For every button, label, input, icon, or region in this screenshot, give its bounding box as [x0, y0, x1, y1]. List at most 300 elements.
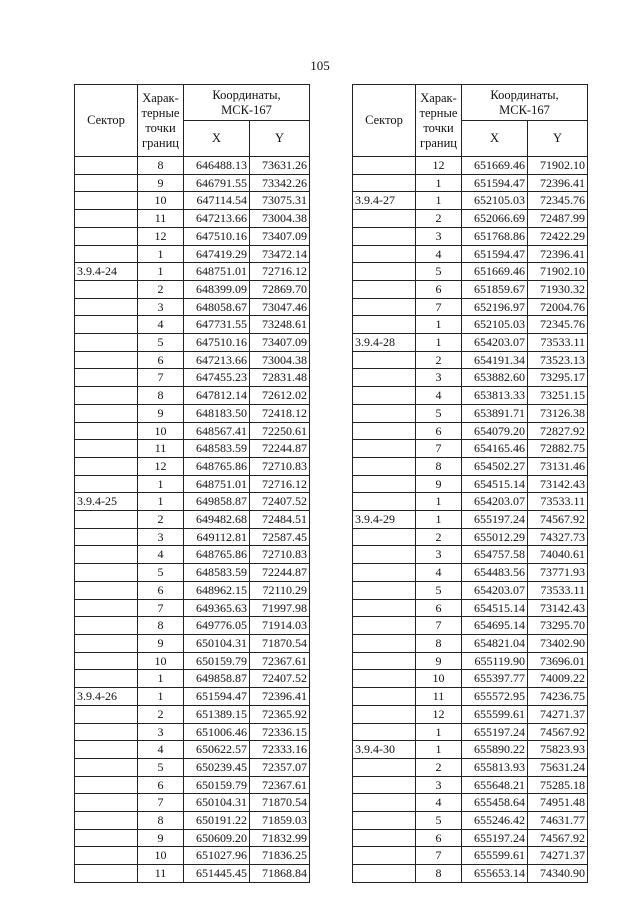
table-row	[353, 670, 588, 688]
x-cell: 651445.45	[184, 865, 250, 883]
table-row	[75, 847, 310, 865]
table-row	[353, 599, 588, 617]
table-row	[353, 334, 588, 352]
y-cell: 72612.02	[250, 387, 310, 405]
point-cell: 7	[138, 794, 184, 812]
y-cell: 72367.61	[250, 776, 310, 794]
y-cell: 73004.38	[250, 210, 310, 228]
sector-cell	[75, 192, 138, 210]
x-cell: 651389.15	[184, 705, 250, 723]
y-cell: 73295.17	[528, 369, 588, 387]
x-cell: 655813.93	[462, 758, 528, 776]
sector-cell	[353, 812, 416, 830]
y-cell: 73472.14	[250, 245, 310, 263]
point-cell: 4	[416, 245, 462, 263]
table-row	[353, 245, 588, 263]
y-cell: 74271.37	[528, 705, 588, 723]
table-row	[353, 457, 588, 475]
y-cell: 72716.12	[250, 475, 310, 493]
table-row	[75, 351, 310, 369]
sector-cell	[75, 865, 138, 883]
y-cell: 72357.07	[250, 758, 310, 776]
sector-cell	[353, 776, 416, 794]
x-cell: 655599.61	[462, 705, 528, 723]
sector-cell	[353, 422, 416, 440]
sector-cell	[75, 794, 138, 812]
point-cell: 10	[416, 670, 462, 688]
point-cell: 11	[416, 688, 462, 706]
header-x: X	[462, 121, 528, 157]
y-cell: 73142.43	[528, 475, 588, 493]
point-cell: 4	[416, 387, 462, 405]
sector-cell	[75, 741, 138, 759]
y-cell: 75285.18	[528, 776, 588, 794]
sector-cell	[75, 599, 138, 617]
point-cell: 6	[138, 776, 184, 794]
x-cell: 655012.29	[462, 528, 528, 546]
x-cell: 647510.16	[184, 227, 250, 245]
y-cell: 74040.61	[528, 546, 588, 564]
table-row	[75, 581, 310, 599]
point-cell: 9	[416, 652, 462, 670]
sector-cell	[353, 245, 416, 263]
x-cell: 646488.13	[184, 157, 250, 175]
y-cell: 72716.12	[250, 263, 310, 281]
point-cell: 5	[138, 758, 184, 776]
x-cell: 650239.45	[184, 758, 250, 776]
table-row	[75, 334, 310, 352]
table-row	[75, 634, 310, 652]
point-cell: 12	[138, 227, 184, 245]
point-cell: 5	[416, 812, 462, 830]
sector-cell	[75, 210, 138, 228]
y-cell: 73771.93	[528, 564, 588, 582]
header-coordinates: Координаты, МСК-167	[184, 85, 310, 121]
table-row	[75, 794, 310, 812]
y-cell: 73075.31	[250, 192, 310, 210]
x-cell: 650104.31	[184, 794, 250, 812]
point-cell: 1	[416, 723, 462, 741]
table-row	[75, 440, 310, 458]
table-row	[75, 758, 310, 776]
y-cell: 72407.52	[250, 670, 310, 688]
x-cell: 652196.97	[462, 298, 528, 316]
table-row	[75, 280, 310, 298]
sector-cell	[353, 865, 416, 883]
x-cell: 655197.24	[462, 829, 528, 847]
table-row	[353, 652, 588, 670]
y-cell: 72004.76	[528, 298, 588, 316]
sector-cell	[353, 688, 416, 706]
x-cell: 649365.63	[184, 599, 250, 617]
x-cell: 655890.22	[462, 741, 528, 759]
sector-cell	[75, 634, 138, 652]
y-cell: 73523.13	[528, 351, 588, 369]
table-row	[353, 351, 588, 369]
table-row	[353, 227, 588, 245]
point-cell: 2	[416, 758, 462, 776]
point-cell: 1	[416, 741, 462, 759]
point-cell: 1	[138, 245, 184, 263]
x-cell: 654191.34	[462, 351, 528, 369]
point-cell: 5	[138, 564, 184, 582]
sector-cell	[75, 457, 138, 475]
point-cell: 7	[138, 599, 184, 617]
x-cell: 648399.09	[184, 280, 250, 298]
point-cell: 4	[416, 564, 462, 582]
table-row	[75, 387, 310, 405]
y-cell: 74327.73	[528, 528, 588, 546]
y-cell: 74340.90	[528, 865, 588, 883]
point-cell: 2	[416, 210, 462, 228]
table-row	[75, 369, 310, 387]
x-cell: 650159.79	[184, 652, 250, 670]
y-cell: 72869.70	[250, 280, 310, 298]
sector-cell	[353, 298, 416, 316]
y-cell: 72710.83	[250, 457, 310, 475]
point-cell: 9	[416, 475, 462, 493]
y-cell: 72418.12	[250, 404, 310, 422]
table-row	[75, 457, 310, 475]
x-cell: 654515.14	[462, 475, 528, 493]
sector-cell	[353, 670, 416, 688]
y-cell: 75823.93	[528, 741, 588, 759]
y-cell: 71930.32	[528, 280, 588, 298]
point-cell: 5	[416, 404, 462, 422]
table-row	[75, 564, 310, 582]
y-cell: 74567.92	[528, 511, 588, 529]
sector-cell	[75, 298, 138, 316]
table-row	[353, 280, 588, 298]
sector-cell	[353, 351, 416, 369]
y-cell: 72484.51	[250, 511, 310, 529]
x-cell: 655653.14	[462, 865, 528, 883]
table-row	[353, 369, 588, 387]
y-cell: 73142.43	[528, 599, 588, 617]
y-cell: 72345.76	[528, 316, 588, 334]
x-cell: 654203.07	[462, 493, 528, 511]
y-cell: 72831.48	[250, 369, 310, 387]
x-cell: 655197.24	[462, 511, 528, 529]
table-row	[353, 865, 588, 883]
point-cell: 1	[416, 493, 462, 511]
point-cell: 11	[138, 865, 184, 883]
y-cell: 73342.26	[250, 174, 310, 192]
point-cell: 3	[416, 369, 462, 387]
y-cell: 72396.41	[250, 688, 310, 706]
point-cell: 1	[138, 493, 184, 511]
sector-cell	[353, 829, 416, 847]
y-cell: 72407.52	[250, 493, 310, 511]
y-cell: 74009.22	[528, 670, 588, 688]
x-cell: 655197.24	[462, 723, 528, 741]
table-row	[353, 581, 588, 599]
sector-cell	[353, 528, 416, 546]
x-cell: 655246.42	[462, 812, 528, 830]
x-cell: 648183.50	[184, 404, 250, 422]
table-row	[75, 422, 310, 440]
sector-cell	[75, 581, 138, 599]
x-cell: 655599.61	[462, 847, 528, 865]
point-cell: 10	[138, 192, 184, 210]
sector-cell	[75, 404, 138, 422]
table-row	[75, 263, 310, 281]
y-cell: 73248.61	[250, 316, 310, 334]
sector-cell	[353, 263, 416, 281]
sector-cell	[75, 227, 138, 245]
y-cell: 73004.38	[250, 351, 310, 369]
point-cell: 8	[138, 812, 184, 830]
x-cell: 650191.22	[184, 812, 250, 830]
y-cell: 73533.11	[528, 581, 588, 599]
table-row	[353, 422, 588, 440]
y-cell: 72367.61	[250, 652, 310, 670]
point-cell: 1	[416, 511, 462, 529]
y-cell: 71832.99	[250, 829, 310, 847]
point-cell: 7	[138, 369, 184, 387]
x-cell: 649858.87	[184, 670, 250, 688]
header-sector: Сектор	[353, 85, 416, 157]
y-cell: 73631.26	[250, 157, 310, 175]
sector-cell	[75, 511, 138, 529]
point-cell: 12	[416, 157, 462, 175]
sector-cell	[353, 634, 416, 652]
y-cell: 72587.45	[250, 528, 310, 546]
x-cell: 647731.55	[184, 316, 250, 334]
point-cell: 8	[416, 865, 462, 883]
table-row	[353, 404, 588, 422]
point-cell: 11	[138, 440, 184, 458]
x-cell: 654203.07	[462, 334, 528, 352]
sector-cell	[75, 758, 138, 776]
sector-cell	[75, 351, 138, 369]
y-cell: 71914.03	[250, 617, 310, 635]
point-cell: 2	[138, 280, 184, 298]
x-cell: 648567.41	[184, 422, 250, 440]
sector-cell	[75, 174, 138, 192]
y-cell: 73402.90	[528, 634, 588, 652]
y-cell: 74567.92	[528, 723, 588, 741]
header-coordinates: Координаты, МСК-167	[462, 85, 588, 121]
sector-cell	[353, 369, 416, 387]
point-cell: 6	[416, 422, 462, 440]
sector-cell	[353, 847, 416, 865]
y-cell: 71902.10	[528, 263, 588, 281]
table-row	[75, 245, 310, 263]
y-cell: 72396.41	[528, 245, 588, 263]
coordinates-table-right	[352, 84, 588, 883]
x-cell: 654515.14	[462, 599, 528, 617]
x-cell: 650609.20	[184, 829, 250, 847]
sector-cell	[353, 457, 416, 475]
header-y: Y	[528, 121, 588, 157]
point-cell: 3	[138, 723, 184, 741]
x-cell: 647812.14	[184, 387, 250, 405]
sector-cell: 3.9.4-26	[75, 688, 138, 706]
table-row	[353, 210, 588, 228]
point-cell: 6	[138, 581, 184, 599]
point-cell: 9	[138, 634, 184, 652]
point-cell: 3	[416, 227, 462, 245]
sector-cell: 3.9.4-25	[75, 493, 138, 511]
x-cell: 653891.71	[462, 404, 528, 422]
table-row	[75, 829, 310, 847]
table-row	[75, 599, 310, 617]
y-cell: 71870.54	[250, 634, 310, 652]
y-cell: 71997.98	[250, 599, 310, 617]
y-cell: 74631.77	[528, 812, 588, 830]
x-cell: 651768.86	[462, 227, 528, 245]
x-cell: 651669.46	[462, 263, 528, 281]
table-row	[353, 705, 588, 723]
sector-cell	[353, 404, 416, 422]
table-row	[75, 652, 310, 670]
y-cell: 72244.87	[250, 564, 310, 582]
point-cell: 11	[138, 210, 184, 228]
table-row	[75, 404, 310, 422]
x-cell: 651006.46	[184, 723, 250, 741]
x-cell: 654502.27	[462, 457, 528, 475]
x-cell: 647510.16	[184, 334, 250, 352]
x-cell: 653813.33	[462, 387, 528, 405]
table-row	[75, 865, 310, 883]
sector-cell	[353, 723, 416, 741]
y-cell: 73533.11	[528, 493, 588, 511]
table-row	[75, 688, 310, 706]
table-row	[353, 440, 588, 458]
y-cell: 73251.15	[528, 387, 588, 405]
table-row	[75, 705, 310, 723]
sector-cell	[75, 316, 138, 334]
x-cell: 647114.54	[184, 192, 250, 210]
table-row	[75, 812, 310, 830]
sector-cell	[75, 387, 138, 405]
y-cell: 73131.46	[528, 457, 588, 475]
point-cell: 9	[138, 174, 184, 192]
table-row	[353, 617, 588, 635]
header-points: Харак- терные точки границ	[416, 85, 462, 157]
sector-cell	[75, 475, 138, 493]
point-cell: 9	[138, 829, 184, 847]
x-cell: 654695.14	[462, 617, 528, 635]
point-cell: 3	[138, 298, 184, 316]
table-row	[75, 617, 310, 635]
table-row	[353, 634, 588, 652]
table-row	[353, 263, 588, 281]
x-cell: 655648.21	[462, 776, 528, 794]
sector-cell	[75, 847, 138, 865]
sector-cell	[75, 705, 138, 723]
y-cell: 71870.54	[250, 794, 310, 812]
y-cell: 73126.38	[528, 404, 588, 422]
point-cell: 12	[138, 457, 184, 475]
point-cell: 6	[416, 280, 462, 298]
x-cell: 648765.86	[184, 457, 250, 475]
x-cell: 652105.03	[462, 192, 528, 210]
point-cell: 8	[138, 387, 184, 405]
table-row	[353, 192, 588, 210]
point-cell: 12	[416, 705, 462, 723]
sector-cell	[75, 564, 138, 582]
x-cell: 652066.69	[462, 210, 528, 228]
point-cell: 2	[416, 351, 462, 369]
y-cell: 72333.16	[250, 741, 310, 759]
header-y: Y	[250, 121, 310, 157]
sector-cell	[353, 546, 416, 564]
point-cell: 10	[138, 422, 184, 440]
table-row	[75, 157, 310, 175]
y-cell: 72336.15	[250, 723, 310, 741]
point-cell: 10	[138, 652, 184, 670]
x-cell: 651594.47	[462, 174, 528, 192]
point-cell: 1	[416, 334, 462, 352]
table-row	[75, 298, 310, 316]
sector-cell: 3.9.4-28	[353, 334, 416, 352]
point-cell: 6	[416, 599, 462, 617]
sector-cell	[75, 670, 138, 688]
table-row	[75, 670, 310, 688]
table-row	[353, 812, 588, 830]
sector-cell	[353, 705, 416, 723]
point-cell: 9	[138, 404, 184, 422]
y-cell: 72110.29	[250, 581, 310, 599]
sector-cell	[353, 617, 416, 635]
table-row	[353, 776, 588, 794]
table-row	[75, 174, 310, 192]
point-cell: 10	[138, 847, 184, 865]
sector-cell	[353, 440, 416, 458]
x-cell: 647455.23	[184, 369, 250, 387]
point-cell: 4	[416, 794, 462, 812]
point-cell: 3	[416, 546, 462, 564]
table-row	[353, 741, 588, 759]
x-cell: 650159.79	[184, 776, 250, 794]
x-cell: 649776.05	[184, 617, 250, 635]
table-row	[353, 794, 588, 812]
header-x: X	[184, 121, 250, 157]
sector-cell	[75, 617, 138, 635]
sector-cell	[75, 369, 138, 387]
table-row	[353, 316, 588, 334]
sector-cell: 3.9.4-27	[353, 192, 416, 210]
table-row	[75, 776, 310, 794]
x-cell: 651669.46	[462, 157, 528, 175]
point-cell: 1	[416, 316, 462, 334]
point-cell: 4	[138, 741, 184, 759]
table-row	[75, 475, 310, 493]
x-cell: 648751.01	[184, 263, 250, 281]
point-cell: 4	[138, 316, 184, 334]
header-points: Харак- терные точки границ	[138, 85, 184, 157]
point-cell: 6	[138, 351, 184, 369]
sector-cell	[353, 316, 416, 334]
table-row	[75, 192, 310, 210]
y-cell: 72827.92	[528, 422, 588, 440]
table-row	[353, 475, 588, 493]
table-row	[353, 723, 588, 741]
x-cell: 648962.15	[184, 581, 250, 599]
x-cell: 652105.03	[462, 316, 528, 334]
x-cell: 655397.77	[462, 670, 528, 688]
x-cell: 650104.31	[184, 634, 250, 652]
sector-cell	[353, 210, 416, 228]
sector-cell	[353, 564, 416, 582]
y-cell: 74567.92	[528, 829, 588, 847]
point-cell: 4	[138, 546, 184, 564]
x-cell: 650622.57	[184, 741, 250, 759]
x-cell: 649482.68	[184, 511, 250, 529]
point-cell: 5	[416, 581, 462, 599]
